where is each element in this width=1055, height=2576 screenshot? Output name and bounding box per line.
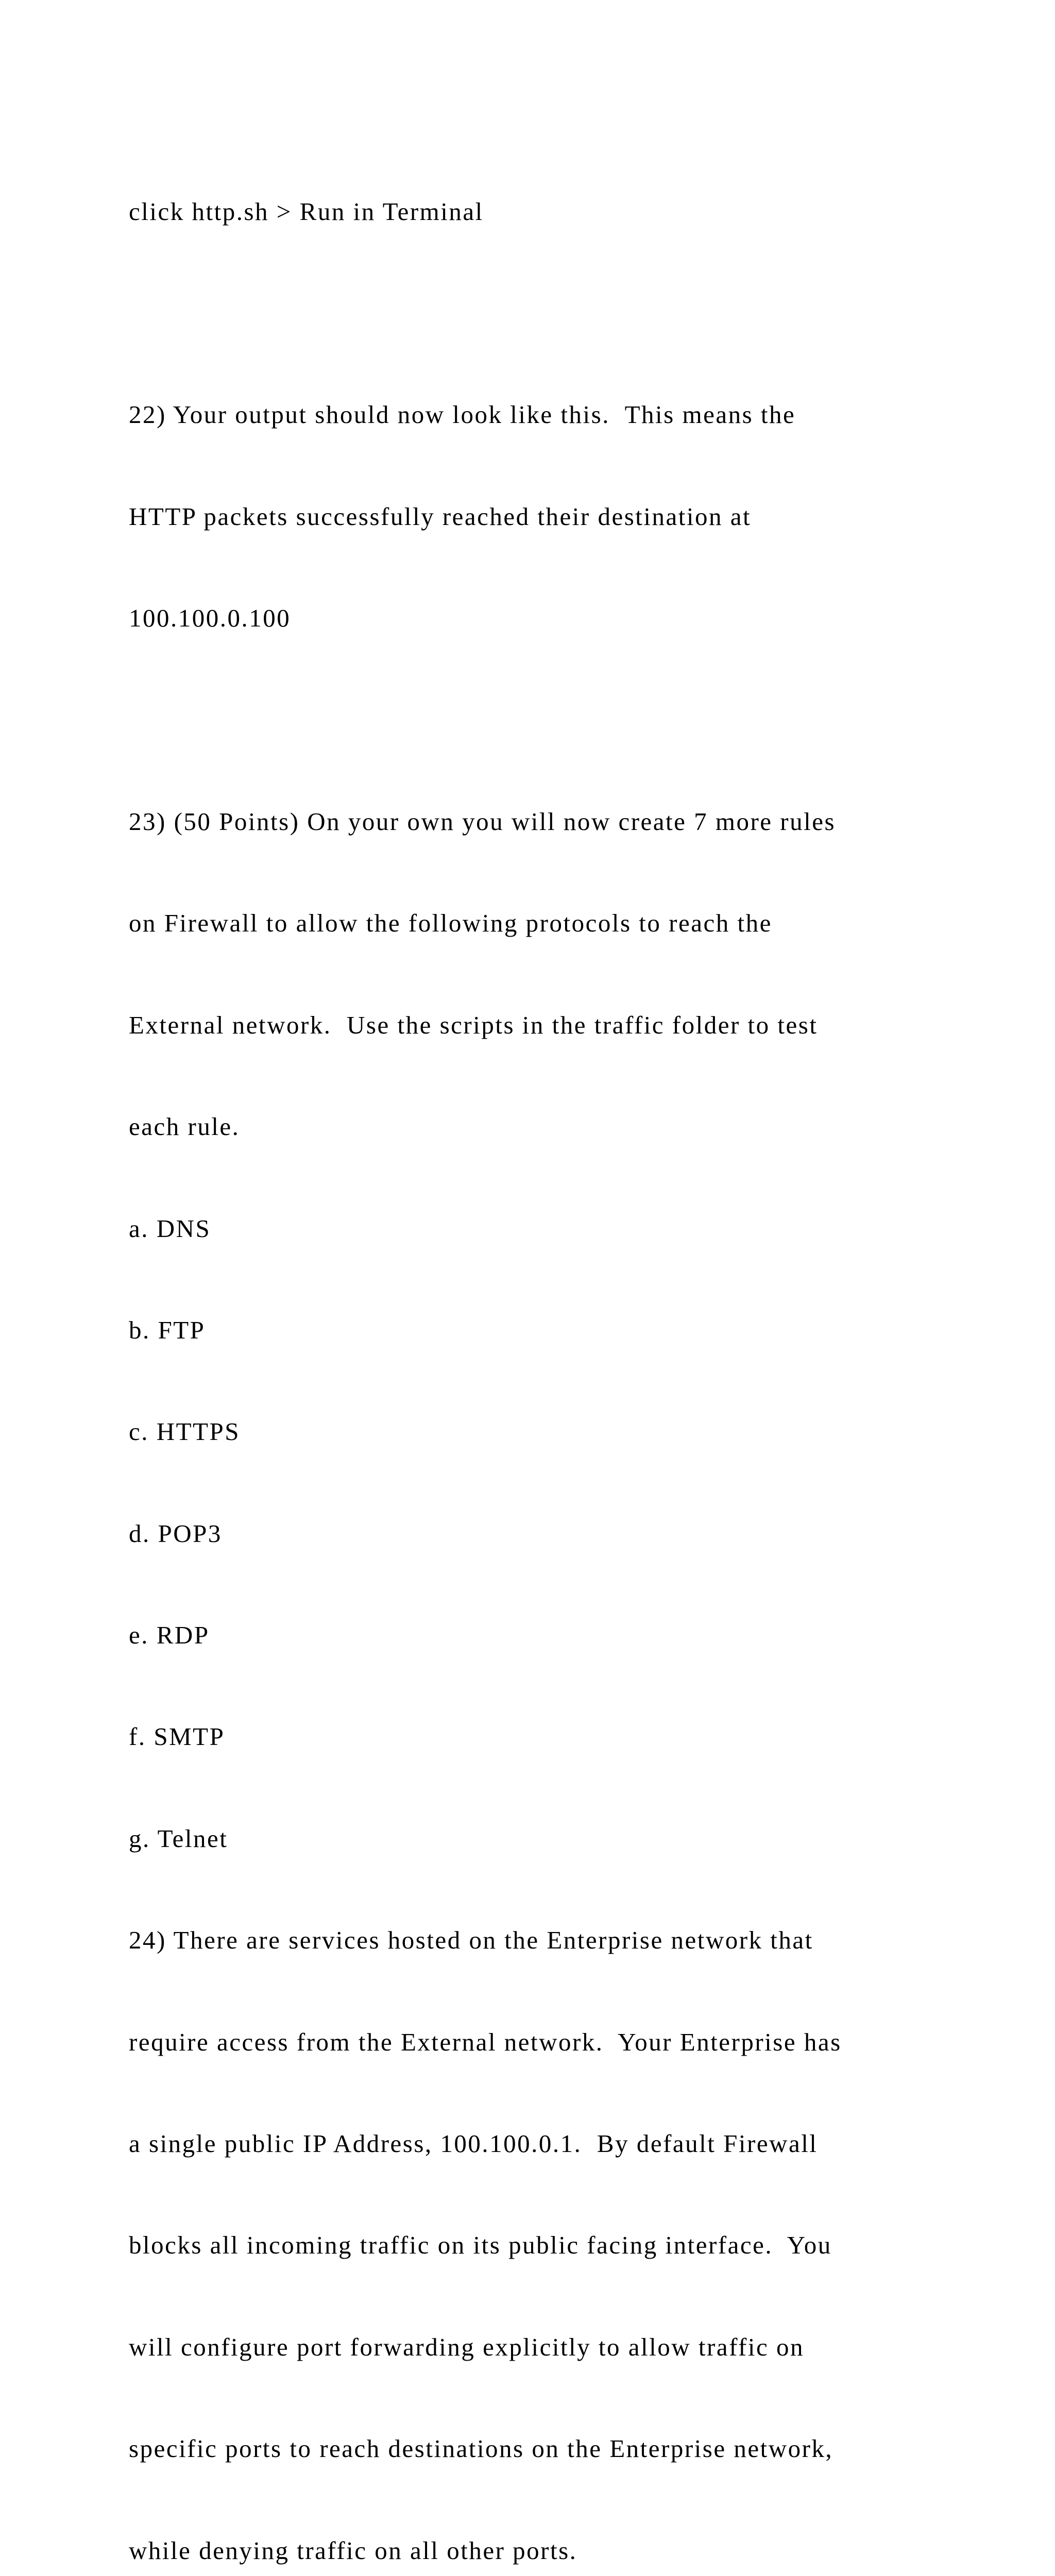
text-line: click http.sh > Run in Terminal <box>129 197 484 226</box>
text-line: will configure port forwarding explicitly to allow traffic on <box>129 2332 804 2361</box>
list-item: d. POP3 <box>129 1519 222 1548</box>
list-item: c. HTTPS <box>129 1417 240 1446</box>
text-line: 24) There are services hosted on the Enterprise network that <box>129 1926 813 1955</box>
text-line: require access from the External network. Your Enterprise has <box>129 2027 842 2056</box>
blank-line <box>129 703 963 737</box>
blank-line <box>129 296 963 330</box>
text-line: 100.100.0.100 <box>129 604 291 633</box>
text-line: 23) (50 Points) On your own you will now create 7 more rules <box>129 807 836 836</box>
text-line: on Firewall to allow the following protocols to reach the <box>129 909 772 938</box>
list-item: b. FTP <box>129 1315 206 1344</box>
list-item: a. DNS <box>129 1214 211 1243</box>
list-item: g. Telnet <box>129 1824 228 1853</box>
text-line: 22) Your output should now look like this. This means the <box>129 400 796 429</box>
text-line: while denying traffic on all other ports. <box>129 2536 577 2565</box>
list-item: f. SMTP <box>129 1722 225 1751</box>
text-line: External network. Use the scripts in the traffic folder to test <box>129 1010 818 1039</box>
text-line: a single public IP Address, 100.100.0.1. By default Firewall <box>129 2129 818 2158</box>
text-line: each rule. <box>129 1112 240 1141</box>
document-body <box>129 127 963 2576</box>
list-item: e. RDP <box>129 1621 210 1650</box>
text-line: specific ports to reach destinations on the Enterprise network, <box>129 2434 833 2463</box>
text-line: blocks all incoming traffic on its public facing interface. You <box>129 2231 832 2260</box>
text-line: HTTP packets successfully reached their destination at <box>129 502 752 531</box>
